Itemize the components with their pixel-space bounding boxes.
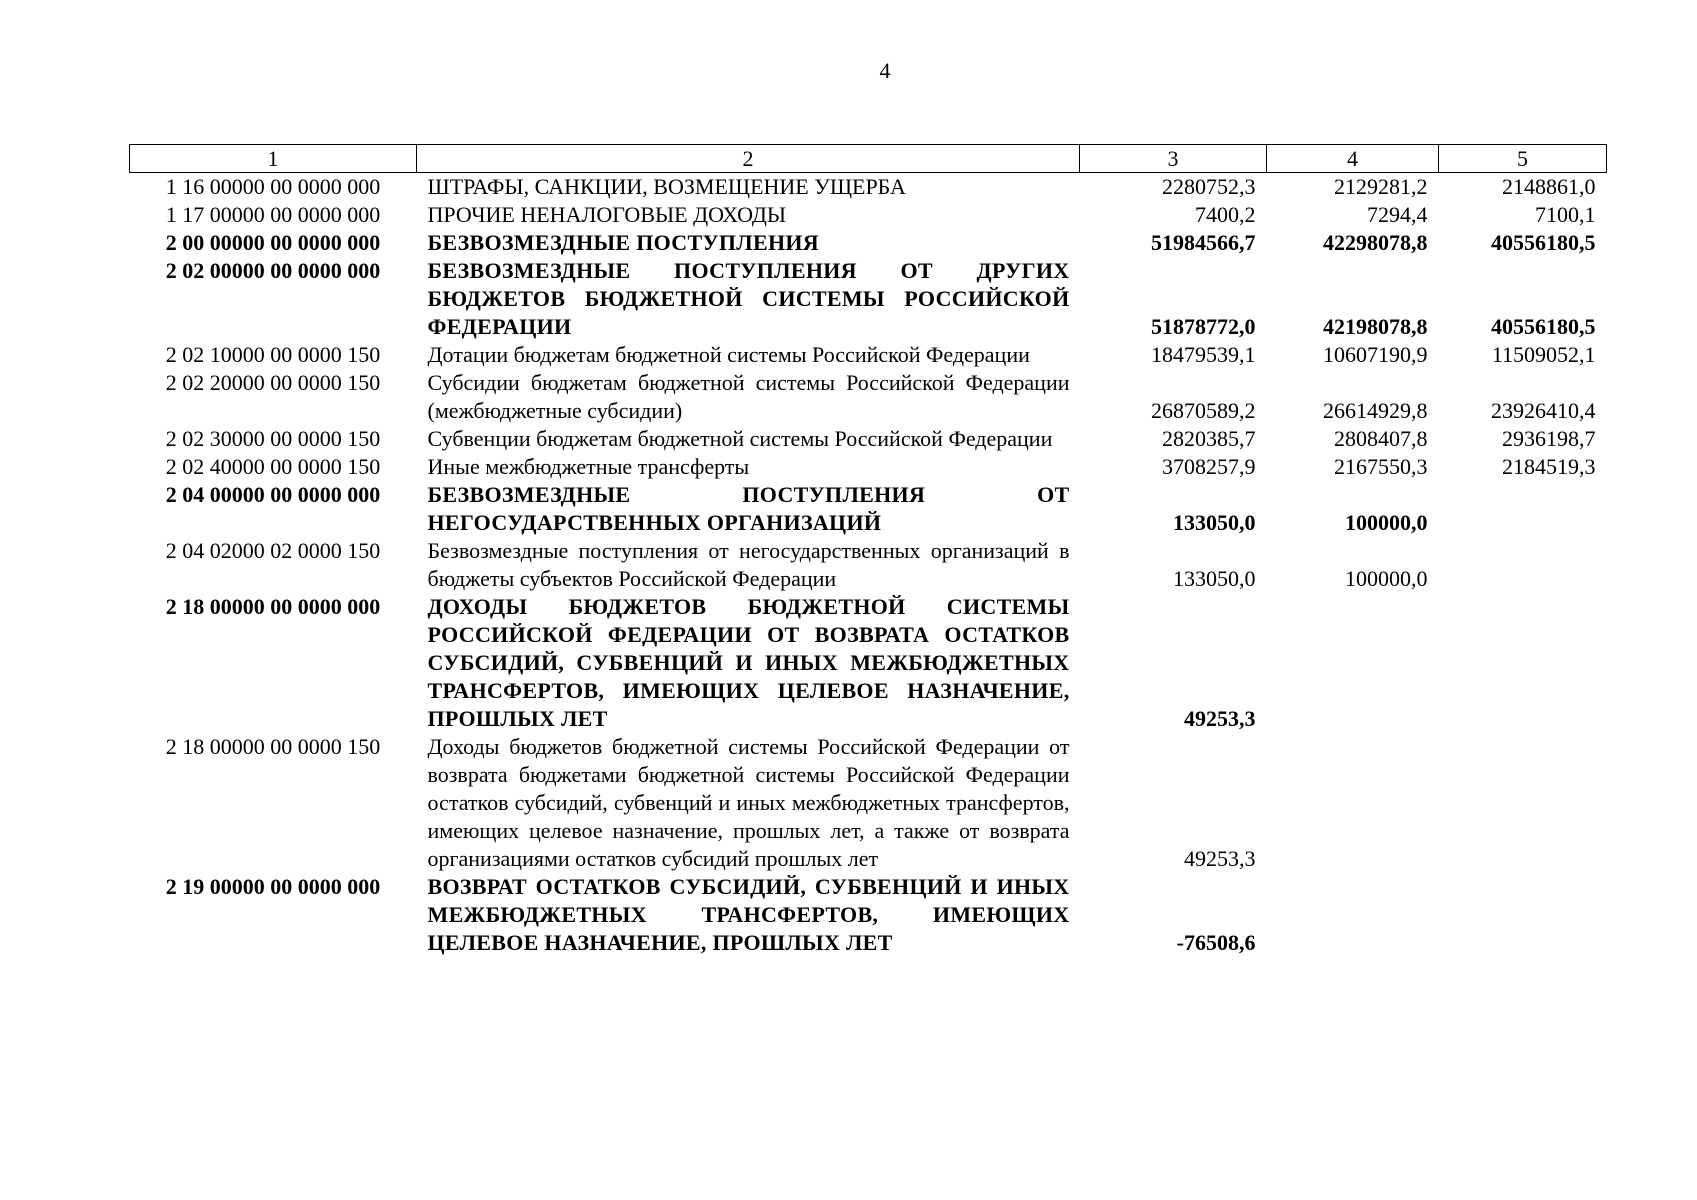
row-value-col-5: 7100,1 (1535, 202, 1596, 227)
row-value-col-3: 133050,0 (1173, 510, 1256, 535)
row-name: ШТРАФЫ, САНКЦИИ, ВОЗМЕЩЕНИЕ УЩЕРБА (427, 174, 906, 199)
row-value-col-5: 23926410,4 (1491, 398, 1596, 423)
row-value-col-3: 3708257,9 (1162, 454, 1256, 479)
table-row (130, 229, 1607, 257)
row-code: 2 02 40000 00 0000 150 (165, 454, 381, 479)
row-value-col-5 (1439, 593, 1607, 733)
table-row (130, 173, 1607, 202)
row-code: 2 18 00000 00 0000 000 (165, 594, 381, 619)
row-value-col-5: 2936198,7 (1502, 426, 1596, 451)
row-value-col-3: 18479539,1 (1151, 342, 1256, 367)
header-col-4: 4 (1267, 145, 1439, 173)
row-name: Дотации бюджетам бюджетной системы Российской Федерации (427, 342, 1030, 367)
row-value-col-5 (1439, 481, 1607, 537)
row-code: 2 04 00000 00 0000 000 (165, 482, 381, 507)
row-value-col-4: 2808407,8 (1334, 426, 1428, 451)
row-value-col-3: 49253,3 (1184, 706, 1256, 731)
row-name: Субсидии бюджетам бюджетной системы Российской Федерации (межбюджетные субсидии) (427, 370, 1070, 423)
row-value-col-5: 2148861,0 (1502, 174, 1596, 199)
header-col-3: 3 (1080, 145, 1267, 173)
row-code: 1 16 00000 00 0000 000 (165, 174, 381, 199)
row-name: ВОЗВРАТ ОСТАТКОВ СУБСИДИЙ, СУБВЕНЦИЙ И ИНЫХ МЕЖБЮДЖЕТНЫХ ТРАНСФЕРТОВ, ИМЕЮЩИХ ЦЕЛЕВОЕ НАЗНАЧЕНИЕ, ПРОШЛЫХ ЛЕТ (427, 874, 1070, 955)
budget-table (129, 144, 1607, 957)
row-value-col-4: 2129281,2 (1334, 174, 1428, 199)
row-value-col-4: 2167550,3 (1334, 454, 1428, 479)
table-row (130, 453, 1607, 481)
row-value-col-5 (1439, 873, 1607, 957)
row-value-col-4: 42198078,8 (1323, 314, 1428, 339)
row-name: БЕЗВОЗМЕЗДНЫЕ ПОСТУПЛЕНИЯ (427, 230, 819, 255)
row-value-col-4: 7294,4 (1367, 202, 1428, 227)
row-value-col-5: 2184519,3 (1502, 454, 1596, 479)
table-row (130, 873, 1607, 957)
table-row (130, 201, 1607, 229)
table-header-row (130, 145, 1607, 173)
row-value-col-3: 2280752,3 (1162, 174, 1256, 199)
header-col-2: 2 (417, 145, 1080, 173)
row-code: 2 19 00000 00 0000 000 (165, 874, 381, 899)
row-value-col-5: 40556180,5 (1491, 230, 1596, 255)
row-name: Субвенции бюджетам бюджетной системы Российской Федерации (427, 426, 1053, 451)
row-code: 2 04 02000 02 0000 150 (165, 538, 381, 563)
row-value-col-3: 26870589,2 (1151, 398, 1256, 423)
row-value-col-5: 40556180,5 (1491, 314, 1596, 339)
row-value-col-3: 49253,3 (1184, 846, 1256, 871)
row-value-col-3: -76508,6 (1176, 930, 1256, 955)
table-row (130, 537, 1607, 593)
row-value-col-3: 133050,0 (1173, 566, 1256, 591)
row-value-col-4 (1267, 733, 1439, 873)
table-row (130, 257, 1607, 341)
header-col-5: 5 (1439, 145, 1607, 173)
row-name: БЕЗВОЗМЕЗДНЫЕ ПОСТУПЛЕНИЯ ОТ ДРУГИХ БЮДЖЕТОВ БЮДЖЕТНОЙ СИСТЕМЫ РОССИЙСКОЙ ФЕДЕРАЦИИ (427, 258, 1070, 339)
header-col-1: 1 (130, 145, 417, 173)
row-value-col-3: 51878772,0 (1151, 314, 1256, 339)
row-value-col-5 (1439, 537, 1607, 593)
table-row (130, 369, 1607, 425)
row-name: ПРОЧИЕ НЕНАЛОГОВЫЕ ДОХОДЫ (427, 202, 787, 227)
table-body (130, 173, 1607, 958)
row-code: 2 02 00000 00 0000 000 (165, 258, 381, 283)
row-value-col-4: 10607190,9 (1323, 342, 1428, 367)
table-row (130, 481, 1607, 537)
row-name: ДОХОДЫ БЮДЖЕТОВ БЮДЖЕТНОЙ СИСТЕМЫ РОССИЙСКОЙ ФЕДЕРАЦИИ ОТ ВОЗВРАТА ОСТАТКОВ СУБСИДИЙ, СУБВЕНЦИЙ И ИНЫХ МЕЖБЮДЖЕТНЫХ ТРАНСФЕРТОВ, ИМЕЮЩИХ ЦЕЛЕВОЕ НАЗНАЧЕНИЕ, ПРОШЛЫХ ЛЕТ (427, 594, 1070, 731)
row-code: 1 17 00000 00 0000 000 (165, 202, 381, 227)
page-number: 4 (879, 58, 891, 83)
row-value-col-5: 11509052,1 (1491, 342, 1596, 367)
row-value-col-3: 2820385,7 (1162, 426, 1256, 451)
row-code: 2 18 00000 00 0000 150 (165, 734, 381, 759)
row-name: БЕЗВОЗМЕЗДНЫЕ ПОСТУПЛЕНИЯ ОТ НЕГОСУДАРСТВЕННЫХ ОРГАНИЗАЦИЙ (427, 482, 1070, 535)
row-value-col-4: 100000,0 (1345, 510, 1428, 535)
row-value-col-4 (1267, 593, 1439, 733)
row-name: Иные межбюджетные трансферты (427, 454, 750, 479)
row-code: 2 00 00000 00 0000 000 (165, 230, 381, 255)
table-row (130, 733, 1607, 873)
row-value-col-4: 26614929,8 (1323, 398, 1428, 423)
row-code: 2 02 20000 00 0000 150 (165, 370, 381, 395)
row-value-col-4 (1267, 873, 1439, 957)
row-name: Безвозмездные поступления от негосударственных организаций в бюджеты субъектов Российской Федерации (427, 538, 1070, 591)
row-value-col-3: 7400,2 (1195, 202, 1256, 227)
table-row (130, 593, 1607, 733)
row-value-col-4: 42298078,8 (1323, 230, 1428, 255)
row-value-col-5 (1439, 733, 1607, 873)
row-code: 2 02 30000 00 0000 150 (165, 426, 381, 451)
row-code: 2 02 10000 00 0000 150 (165, 342, 381, 367)
table-row (130, 341, 1607, 369)
row-value-col-4: 100000,0 (1345, 566, 1428, 591)
row-value-col-3: 51984566,7 (1151, 230, 1256, 255)
row-name: Доходы бюджетов бюджетной системы Российской Федерации от возврата бюджетами бюджетной системы Российской Федерации остатков субсидий, субвенций и иных межбюджетных трансфертов, имеющих целевое назначение, прошлых лет, а также от возврата организациями остатков субсидий прошлых лет (427, 734, 1070, 871)
table-row (130, 425, 1607, 453)
